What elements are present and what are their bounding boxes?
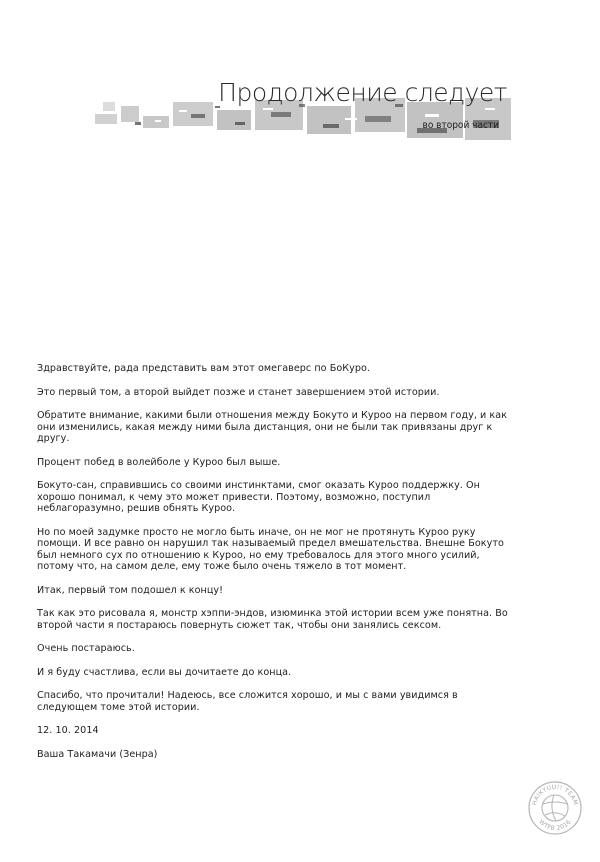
letter-paragraph: Процент побед в волейболе у Куроо был выше.	[37, 456, 281, 468]
letter-paragraph: Спасибо, что прочитали! Надеюсь, все сложится хорошо, и мы с вами увидимся в следующем томе этой истории.	[37, 690, 458, 713]
svg-text:HAIKYUU!! TEAM: HAIKYUU!! TEAM	[531, 783, 579, 807]
letter-paragraph: Так как это рисовала я, монстр хэппи-эндов, изюминка этой истории всем уже понятна. Во второй части я постараюсь повернуть сюжет так, чтобы они занялись сексом.	[37, 608, 508, 631]
letter-signature: Ваша Такамачи (Зенра)	[37, 748, 158, 760]
page-title: Продолжение следует	[218, 78, 507, 107]
letter-paragraph: Бокуто-сан, справившись со своими инстинктами, смог оказать Куроо поддержку. Он хорошо понимал, к чему это может привести. Поэтому, возможно, поступил неблагоразумно, решив обнять Куроо.	[37, 480, 480, 514]
team-stamp-logo	[527, 780, 583, 836]
svg-text:WTFB 2016: WTFB 2016	[537, 818, 573, 833]
letter-paragraph: Но по моей задумке просто не могло быть иначе, он не мог не протянуть Куроо руку помощи. И все равно он нарушил так называемый предел вмешательства. Внешне Бокуто был немного сух по отношению к Куроо, но ему требовалось для этого много усилий, потому что, на самом деле, ему тоже было очень тяжело в тот момент.	[37, 526, 504, 572]
letter-paragraph: Это первый том, а второй выйдет позже и станет завершением этой истории.	[37, 386, 440, 398]
letter-paragraph: Здравствуйте, рада представить вам этот омегаверс по БоКуро.	[37, 363, 370, 374]
letter-paragraph: И я буду счастлива, если вы дочитаете до конца.	[37, 666, 292, 678]
letter-paragraph: Обратите внимание, какими были отношения между Бокуто и Куроо на первом году, и как они изменились, какая между ними была дистанция, они не были так привязаны друг к другу.	[37, 410, 508, 444]
letter-date: 12. 10. 2014	[37, 725, 99, 736]
letter-paragraph: Очень постараюсь.	[37, 643, 135, 654]
page-subtitle: во второй части	[422, 120, 499, 131]
letter-paragraph: Итак, первый том подошел к концу!	[37, 584, 224, 596]
afterword-letter	[37, 363, 515, 760]
header	[95, 72, 515, 152]
